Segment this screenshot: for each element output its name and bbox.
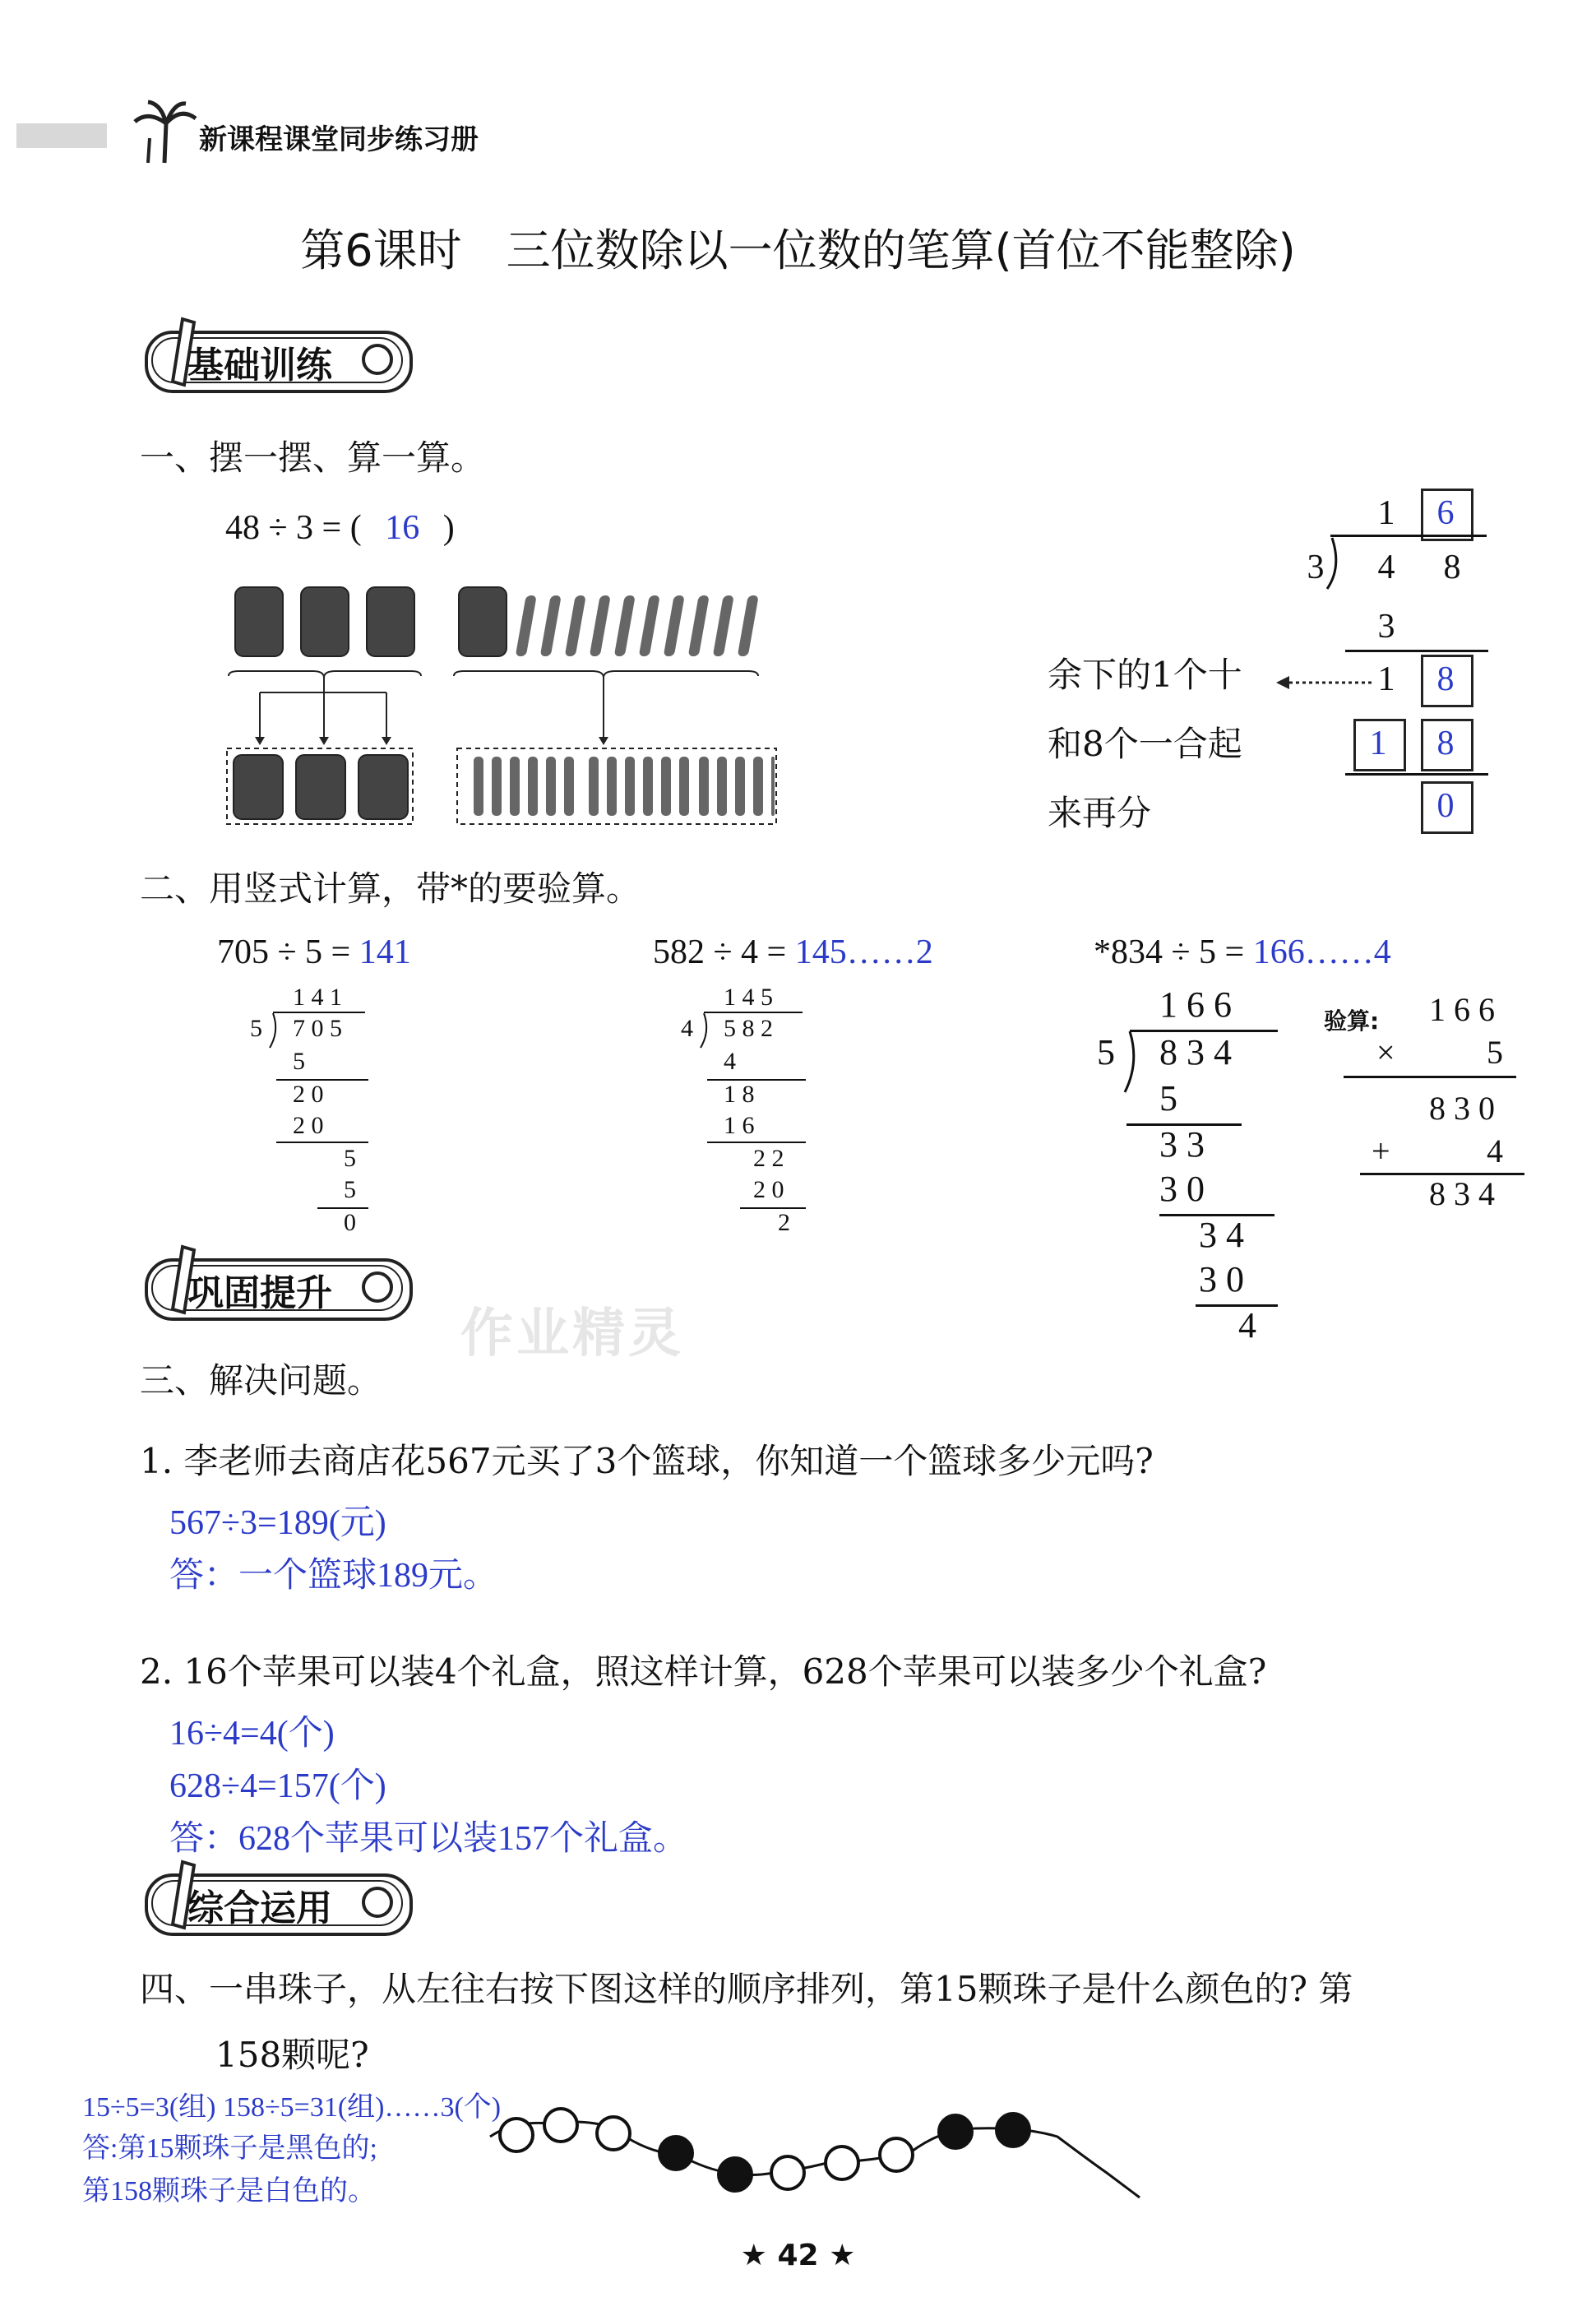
s2-p2-l2	[707, 1142, 806, 1143]
s2-p3-bracket	[1122, 1030, 1146, 1095]
s2-p1-r5: 5	[344, 1145, 356, 1172]
ld-q2: 6	[1436, 494, 1455, 532]
bead-white	[597, 2117, 630, 2150]
s2-p2-r2: 4	[724, 1048, 736, 1075]
s2-p1-divisor: 5	[250, 1015, 262, 1042]
ld-d2: 8	[1443, 549, 1461, 586]
ld-bracket	[1324, 535, 1349, 592]
s2-p1-answer: 141	[359, 933, 411, 971]
s3-a2-line2: 628÷4=157(个)	[169, 1767, 386, 1805]
bead-white	[771, 2156, 804, 2189]
badge-basic-label: 基础训练	[187, 345, 332, 387]
s2-p3-r3: 3 3	[1159, 1124, 1205, 1165]
bead-black	[719, 2158, 752, 2191]
s2-p2-dividend: 5 8 2	[724, 1015, 773, 1042]
s2-p3-dividend: 8 3 4	[1159, 1032, 1232, 1072]
ld-rem: 0	[1436, 787, 1455, 825]
ld-line1	[1345, 650, 1488, 652]
s2-p2-quotient: 1 4 5	[724, 984, 773, 1011]
s2-p1-r7: 0	[344, 1209, 356, 1236]
bead-white	[544, 2109, 577, 2142]
header	[16, 99, 1579, 173]
s2-check-r6: 8 3 4	[1429, 1175, 1495, 1212]
s2-p1-r4: 2 0	[293, 1112, 324, 1139]
s2-p2-division	[674, 984, 822, 1239]
s2-p2-l1	[707, 1079, 806, 1081]
s1-eq-right: )	[442, 509, 455, 547]
s2-p1-top-line	[273, 1012, 365, 1013]
s1-eq-left: 48 ÷ 3 = (	[225, 509, 362, 547]
s2-p3-r2: 5	[1159, 1078, 1177, 1118]
s2-p3-l3	[1196, 1304, 1278, 1307]
s1-eq-answer: 16	[385, 509, 420, 547]
s4-answer3: 第158颗珠子是白色的。	[82, 2176, 376, 2207]
ld-s2a: 1	[1377, 660, 1395, 698]
badge-consolidate	[136, 1252, 416, 1321]
s1-note1: 余下的1个十	[1048, 655, 1242, 695]
bead-black	[659, 2137, 692, 2170]
bead-white	[880, 2138, 913, 2171]
bead-white	[826, 2147, 858, 2179]
s3-a1-line2: 答：一个篮球189元。	[169, 1557, 498, 1595]
s2-p3-answer: 166……4	[1252, 933, 1391, 971]
badge-basic	[136, 324, 416, 393]
section1-heading: 一、摆一摆、算一算。	[140, 438, 486, 478]
s3-q1: 1. 李老师去商店花567元买了3个篮球，你知道一个篮球多少元吗?	[140, 1441, 1154, 1481]
section3-heading: 三、解决问题。	[140, 1360, 382, 1401]
section4-heading: 四、一串珠子，从左往右按下图这样的顺序排列，第15颗珠子是什么颜色的? 第	[140, 1969, 1353, 2009]
s2-p3-quotient: 1 6 6	[1159, 984, 1232, 1025]
s4-answer1: 15÷5=3(组) 158÷5=31(组)……3(个)	[82, 2092, 502, 2123]
s2-p2-answer: 145……2	[794, 933, 933, 971]
s2-check-r5: 4	[1487, 1132, 1503, 1169]
s2-check-r3: 8 3 0	[1429, 1090, 1495, 1127]
s2-p1-r3: 2 0	[293, 1081, 324, 1108]
s2-p3-r6: 3 0	[1199, 1259, 1244, 1299]
ring-icon	[362, 1271, 393, 1303]
sticks-illustration	[222, 576, 781, 839]
s2-p2-r6: 2 0	[753, 1176, 784, 1203]
badge-comprehensive-label: 综合运用	[187, 1887, 332, 1929]
section4-heading2: 158颗呢?	[215, 2035, 369, 2075]
page-title: 第6课时 三位数除以一位数的笔算(首位不能整除)	[300, 225, 1296, 276]
s2-check-l1	[1344, 1076, 1516, 1078]
s2-p2-r5: 2 2	[753, 1145, 784, 1172]
ld-s2b: 8	[1436, 660, 1455, 698]
ld-top-line	[1330, 535, 1487, 537]
s3-a1-line1: 567÷3=189(元)	[169, 1504, 386, 1542]
s3-a2-line3: 答：628个苹果可以装157个礼盒。	[169, 1820, 688, 1858]
s2-p1-expr-text: 705 ÷ 5 =	[217, 933, 359, 971]
s2-p1-l3	[317, 1207, 368, 1209]
ring-icon	[362, 344, 393, 375]
s2-p1-r2: 5	[293, 1048, 305, 1075]
s2-p2-r4: 1 6	[724, 1112, 755, 1139]
s2-p1-quotient: 1 4 1	[293, 984, 342, 1011]
s2-p3-r5: 3 4	[1199, 1215, 1244, 1255]
s2-p3-r7: 4	[1238, 1305, 1256, 1345]
ld-divisor: 3	[1307, 549, 1325, 586]
badge-comprehensive	[136, 1867, 416, 1936]
s2-p2-l3	[740, 1207, 806, 1209]
s2-p3-expr-text: *834 ÷ 5 =	[1094, 933, 1253, 971]
s2-p1-l2	[276, 1142, 368, 1143]
s3-a2-line1: 16÷4=4(个)	[169, 1715, 335, 1753]
ld-step1: 3	[1377, 608, 1395, 646]
s2-p2-bracket	[699, 1012, 715, 1049]
s1-note2: 和8个一合起	[1048, 724, 1242, 764]
s2-p3-division	[1094, 984, 1291, 1345]
bead-white	[500, 2119, 533, 2151]
watermark: 作业精灵	[460, 1304, 684, 1364]
ld-line2	[1345, 773, 1488, 776]
s2-p2-r3: 1 8	[724, 1081, 755, 1108]
palm-tree-icon	[132, 99, 197, 164]
s2-p2-expr-text: 582 ÷ 4 =	[653, 933, 795, 971]
badge-consolidate-label: 巩固提升	[187, 1272, 332, 1314]
s2-p2-r7: 2	[778, 1209, 790, 1236]
ld-s3a: 1	[1369, 725, 1387, 762]
header-title: 新课程课堂同步练习册	[199, 123, 479, 156]
s2-p1-bracket	[268, 1012, 285, 1049]
s2-check-r2: 5	[1487, 1034, 1503, 1071]
s1-long-division	[1299, 493, 1497, 839]
ld-q1: 1	[1377, 494, 1395, 532]
s3-q2: 2. 16个苹果可以装4个礼盒，照这样计算，628个苹果可以装多少个礼盒?	[140, 1651, 1267, 1692]
ring-icon	[362, 1887, 393, 1918]
s2-p2-divisor: 4	[681, 1015, 693, 1042]
s2-p3-divisor: 5	[1097, 1032, 1115, 1072]
s2-p3-expr	[1094, 933, 1391, 972]
s2-check-label: 验算:	[1324, 1007, 1380, 1035]
s2-p3-r4: 3 0	[1159, 1169, 1205, 1209]
sticks-drawing	[222, 576, 781, 839]
s2-p1-r6: 5	[344, 1176, 356, 1203]
ld-s3b: 8	[1436, 725, 1455, 762]
s2-p2-top-line	[704, 1012, 803, 1013]
page-number: ★ 42 ★	[740, 2239, 856, 2272]
s2-check-times: ×	[1376, 1034, 1395, 1071]
bead-black	[939, 2115, 972, 2148]
s2-p1-division	[243, 984, 383, 1239]
section2-heading: 二、用竖式计算，带*的要验算。	[140, 868, 641, 909]
s1-equation	[225, 508, 455, 548]
s1-note3: 来再分	[1048, 793, 1152, 833]
s2-p2-expr	[653, 933, 933, 972]
s2-check	[1319, 990, 1533, 1220]
ld-d1: 4	[1377, 549, 1395, 586]
s4-answer2: 答:第15颗珠子是黑色的;	[82, 2133, 377, 2164]
s2-p1-dividend: 7 0 5	[293, 1015, 342, 1042]
s2-check-r0: 1 6 6	[1429, 991, 1495, 1028]
bead-string	[482, 2096, 1156, 2211]
bead-black	[997, 2114, 1029, 2147]
s2-check-plus: +	[1372, 1132, 1390, 1169]
s2-p1-expr	[217, 933, 411, 972]
header-bar	[16, 123, 107, 148]
